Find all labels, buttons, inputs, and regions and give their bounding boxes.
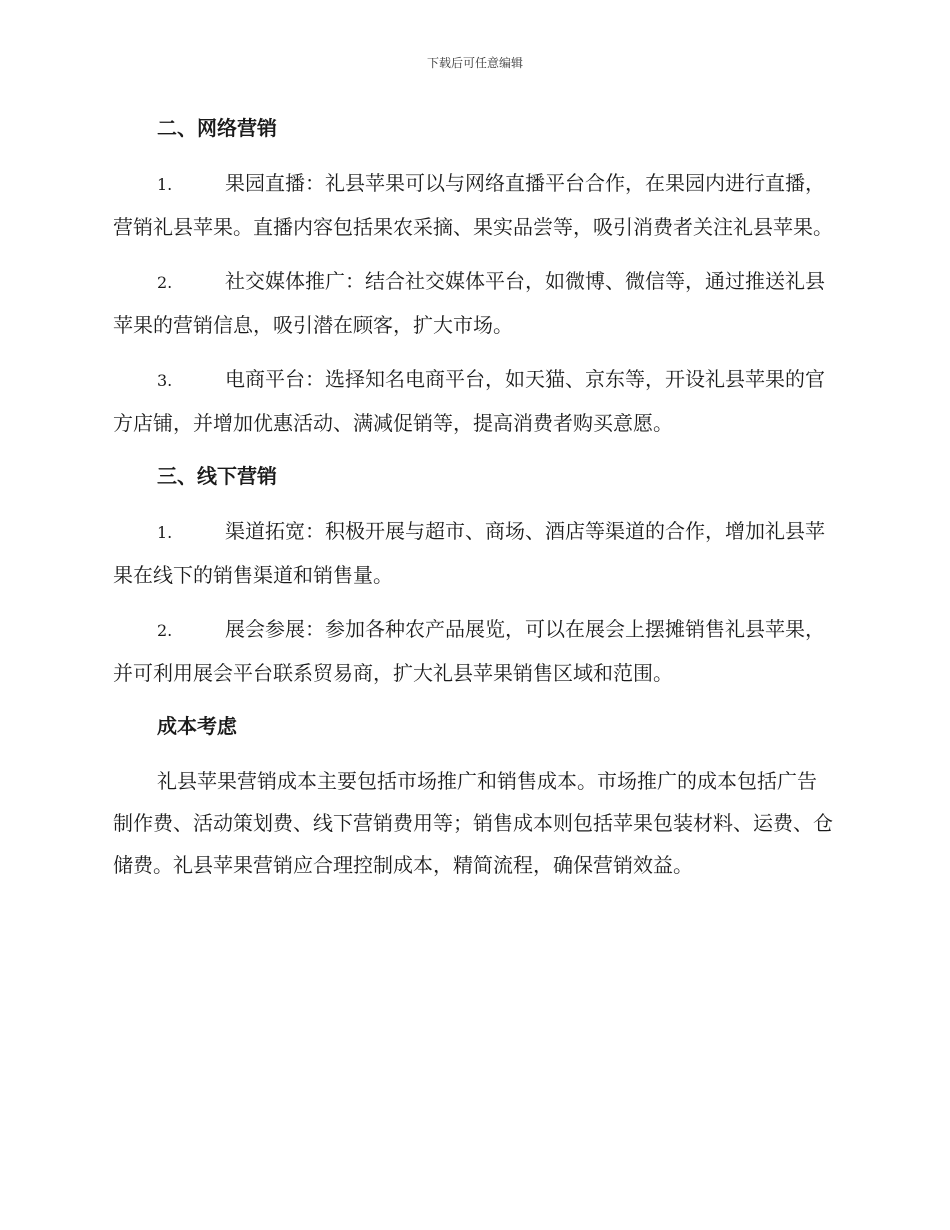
list-item bbox=[113, 358, 835, 444]
section-heading-cost: 成本考虑 bbox=[157, 714, 237, 738]
page-header: 下载后可任意编辑 bbox=[426, 56, 523, 70]
list-item-number: 1. bbox=[157, 175, 173, 194]
list-item-text: 社交媒体推广：结合社交媒体平台，如微博、微信等，通过推送礼县苹果的营销信息，吸引潜在顾客，扩大市场。 bbox=[113, 269, 825, 337]
list-item-number: 3. bbox=[157, 371, 173, 390]
document-body bbox=[113, 108, 835, 886]
list-item bbox=[113, 260, 835, 346]
list-item bbox=[113, 162, 835, 248]
list-item-text: 果园直播：礼县苹果可以与网络直播平台合作，在果园内进行直播，营销礼县苹果。直播内容包括果农采摘、果实品尝等，吸引消费者关注礼县苹果。 bbox=[113, 171, 833, 239]
list-item-number: 2. bbox=[157, 621, 173, 640]
section-heading-offline-marketing: 三、线下营销 bbox=[157, 464, 277, 488]
list-item bbox=[113, 608, 835, 694]
section-heading-online-marketing: 二、网络营销 bbox=[157, 116, 277, 140]
list-item-number: 2. bbox=[157, 273, 173, 292]
list-item-text: 电商平台：选择知名电商平台，如天猫、京东等，开设礼县苹果的官方店铺，并增加优惠活动、满减促销等，提高消费者购买意愿。 bbox=[113, 367, 825, 435]
list-item bbox=[113, 510, 835, 596]
list-item-number: 1. bbox=[157, 523, 173, 542]
list-item-text: 渠道拓宽：积极开展与超市、商场、酒店等渠道的合作，增加礼县苹果在线下的销售渠道和销售量。 bbox=[113, 519, 825, 587]
list-item-text: 展会参展：参加各种农产品展览，可以在展会上摆摊销售礼县苹果，并可利用展会平台联系贸易商，扩大礼县苹果销售区域和范围。 bbox=[113, 617, 825, 685]
cost-paragraph: 礼县苹果营销成本主要包括市场推广和销售成本。市场推广的成本包括广告制作费、活动策划费、线下营销费用等；销售成本则包括苹果包装材料、运费、仓储费。礼县苹果营销应合理控制成本，精简流程，确保营销效益。 bbox=[113, 769, 833, 877]
